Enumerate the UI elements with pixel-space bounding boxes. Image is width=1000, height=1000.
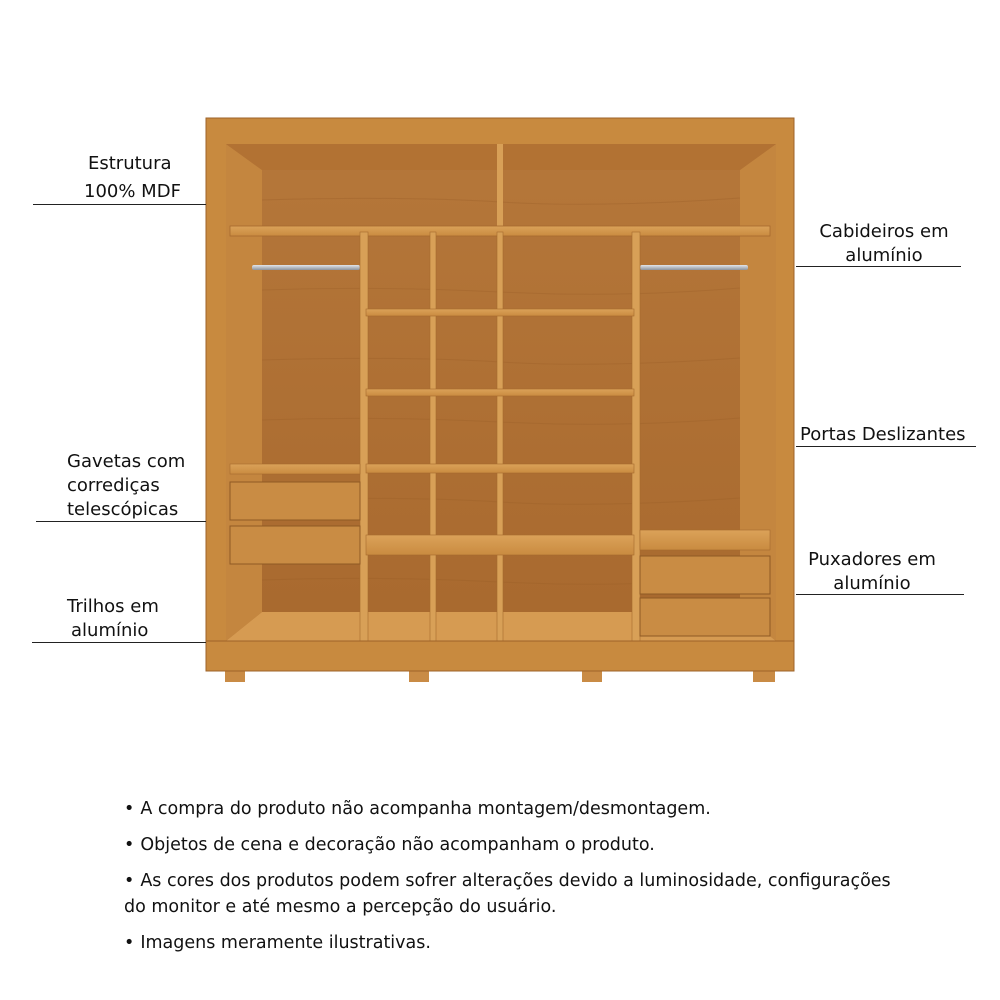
disclaimer-notes: [124, 796, 924, 966]
cabideiros-line1: Cabideiros em: [819, 221, 949, 242]
plinth: [206, 641, 794, 671]
top-divider: [497, 144, 503, 230]
right-drawer-1: [640, 556, 770, 594]
left-hanging-rod: [252, 265, 360, 270]
note-item: [124, 930, 924, 956]
estrutura-line1: Estrutura: [88, 153, 172, 174]
note-text: A compra do produto não acompanha montagem/desmontagem.: [140, 799, 711, 819]
note-item: [124, 832, 924, 858]
gavetas-line2: corrediças: [67, 475, 160, 496]
left-side-depth: [226, 144, 262, 641]
gavetas-label: [67, 450, 185, 522]
note-item: [124, 868, 894, 920]
cabideiros-label: [800, 220, 968, 268]
gavetas-line3: telescópicas: [67, 499, 179, 520]
gavetas-line1: Gavetas com: [67, 451, 186, 472]
bullet-icon: •: [124, 835, 135, 855]
left-drawer-2: [230, 526, 360, 564]
trilhos-line1: Trilhos em: [67, 596, 159, 617]
estrutura-label: [84, 152, 181, 204]
cabideiros-line2: alumínio: [845, 245, 923, 266]
puxadores-label: [800, 548, 944, 596]
trilhos-label: [67, 595, 159, 643]
trilhos-line2: alumínio: [71, 620, 149, 641]
puxadores-line1: Puxadores em: [808, 549, 936, 570]
left-drawer-1: [230, 482, 360, 520]
puxadores-line2: alumínio: [833, 573, 911, 594]
right-shelf: [640, 530, 770, 550]
bullet-icon: •: [124, 871, 135, 891]
note-text: Objetos de cena e decoração não acompanham o produto.: [140, 835, 655, 855]
portas-label: [800, 423, 966, 447]
estrutura-leader-line: [33, 204, 206, 205]
bullet-icon: •: [124, 933, 135, 953]
left-shelf: [230, 464, 360, 474]
note-text: Imagens meramente ilustrativas.: [140, 933, 431, 953]
right-drawer-2: [640, 598, 770, 636]
bullet-icon: •: [124, 799, 135, 819]
note-text: As cores dos produtos podem sofrer alterações devido a luminosidade, configurações do monitor e até mesmo a percepção do usuário.: [124, 871, 891, 917]
right-hanging-rod: [640, 265, 748, 270]
portas-line1: Portas Deslizantes: [800, 424, 966, 445]
note-item: [124, 796, 924, 822]
estrutura-line2: 100% MDF: [84, 181, 181, 202]
